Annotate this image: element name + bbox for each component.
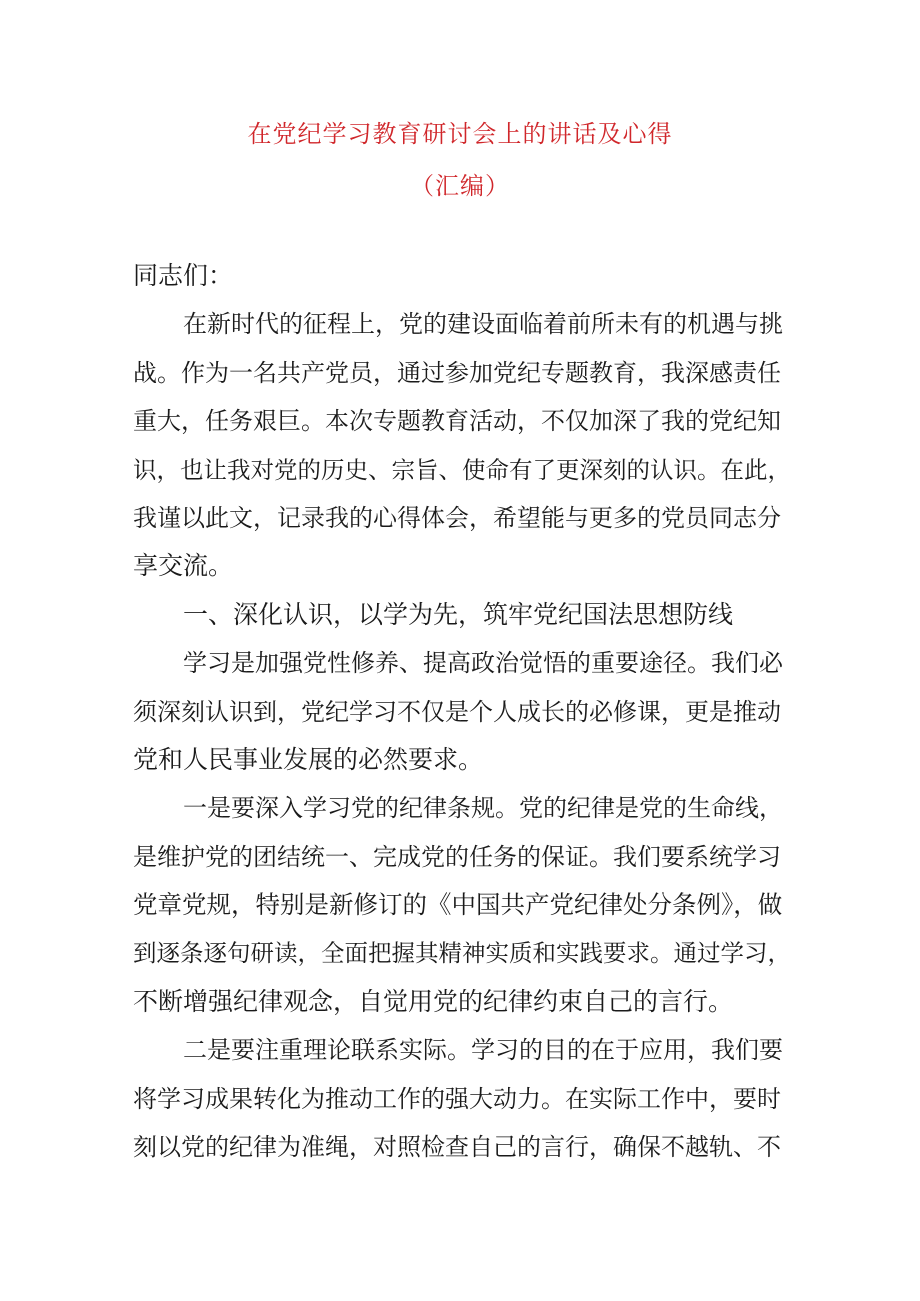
paragraph-line: 不断增强纪律观念，自觉用党的纪律约束自己的言行。 (133, 986, 734, 1016)
paragraph-line: 识，也让我对党的历史、宗旨、使命有了更深刻的认识。在此， (133, 455, 791, 484)
paragraph-line: 一是要深入学习党的纪律条规。党的纪律是党的生命线， (183, 794, 783, 823)
section-heading: 一、深化认识，以学为先，筑牢党纪国法思想防线 (183, 599, 734, 629)
paragraph-line: 重大，任务艰巨。本次专题教育活动，不仅加深了我的党纪知 (133, 407, 781, 436)
paragraph-line: 党章党规，特别是新修订的《中国共产党纪律处分条例》，做 (133, 890, 783, 920)
paragraph-line: 在新时代的征程上，党的建设面临着前所未有的机遇与挑 (183, 310, 783, 339)
paragraph-line: 二是要注重理论联系实际。学习的目的在于应用，我们要 (183, 1036, 783, 1065)
paragraph-line: 战。作为一名共产党员，通过参加党纪专题教育，我深感责任 (133, 358, 781, 387)
paragraph-line: 将学习成果转化为推动工作的强大动力。在实际工作中，要时 (133, 1084, 781, 1113)
paragraph-line: 刻以党的纪律为准绳，对照检查自己的言行，确保不越轨、不 (133, 1133, 781, 1162)
salutation-line: 同志们： (133, 261, 234, 290)
document-subtitle: （汇编） (410, 172, 510, 200)
paragraph-line: 到逐条逐句研读，全面把握其精神实质和实践要求。通过学习， (133, 939, 791, 968)
document-title: 在党纪学习教育研讨会上的讲话及心得 (247, 120, 673, 148)
paragraph-line: 享交流。 (133, 551, 234, 581)
document-body (133, 252, 793, 1171)
paragraph-line: 须深刻认识到，党纪学习不仅是个人成长的必修课，更是推动 (133, 697, 781, 726)
paragraph-line: 学习是加强党性修养、提高政治觉悟的重要途径。我们必 (183, 649, 783, 678)
paragraph-line: 我谨以此文，记录我的心得体会，希望能与更多的党员同志分 (133, 503, 781, 532)
paragraph-line: 党和人民事业发展的必然要求。 (133, 744, 484, 774)
paragraph-line: 是维护党的团结统一、完成党的任务的保证。我们要系统学习 (133, 842, 781, 871)
